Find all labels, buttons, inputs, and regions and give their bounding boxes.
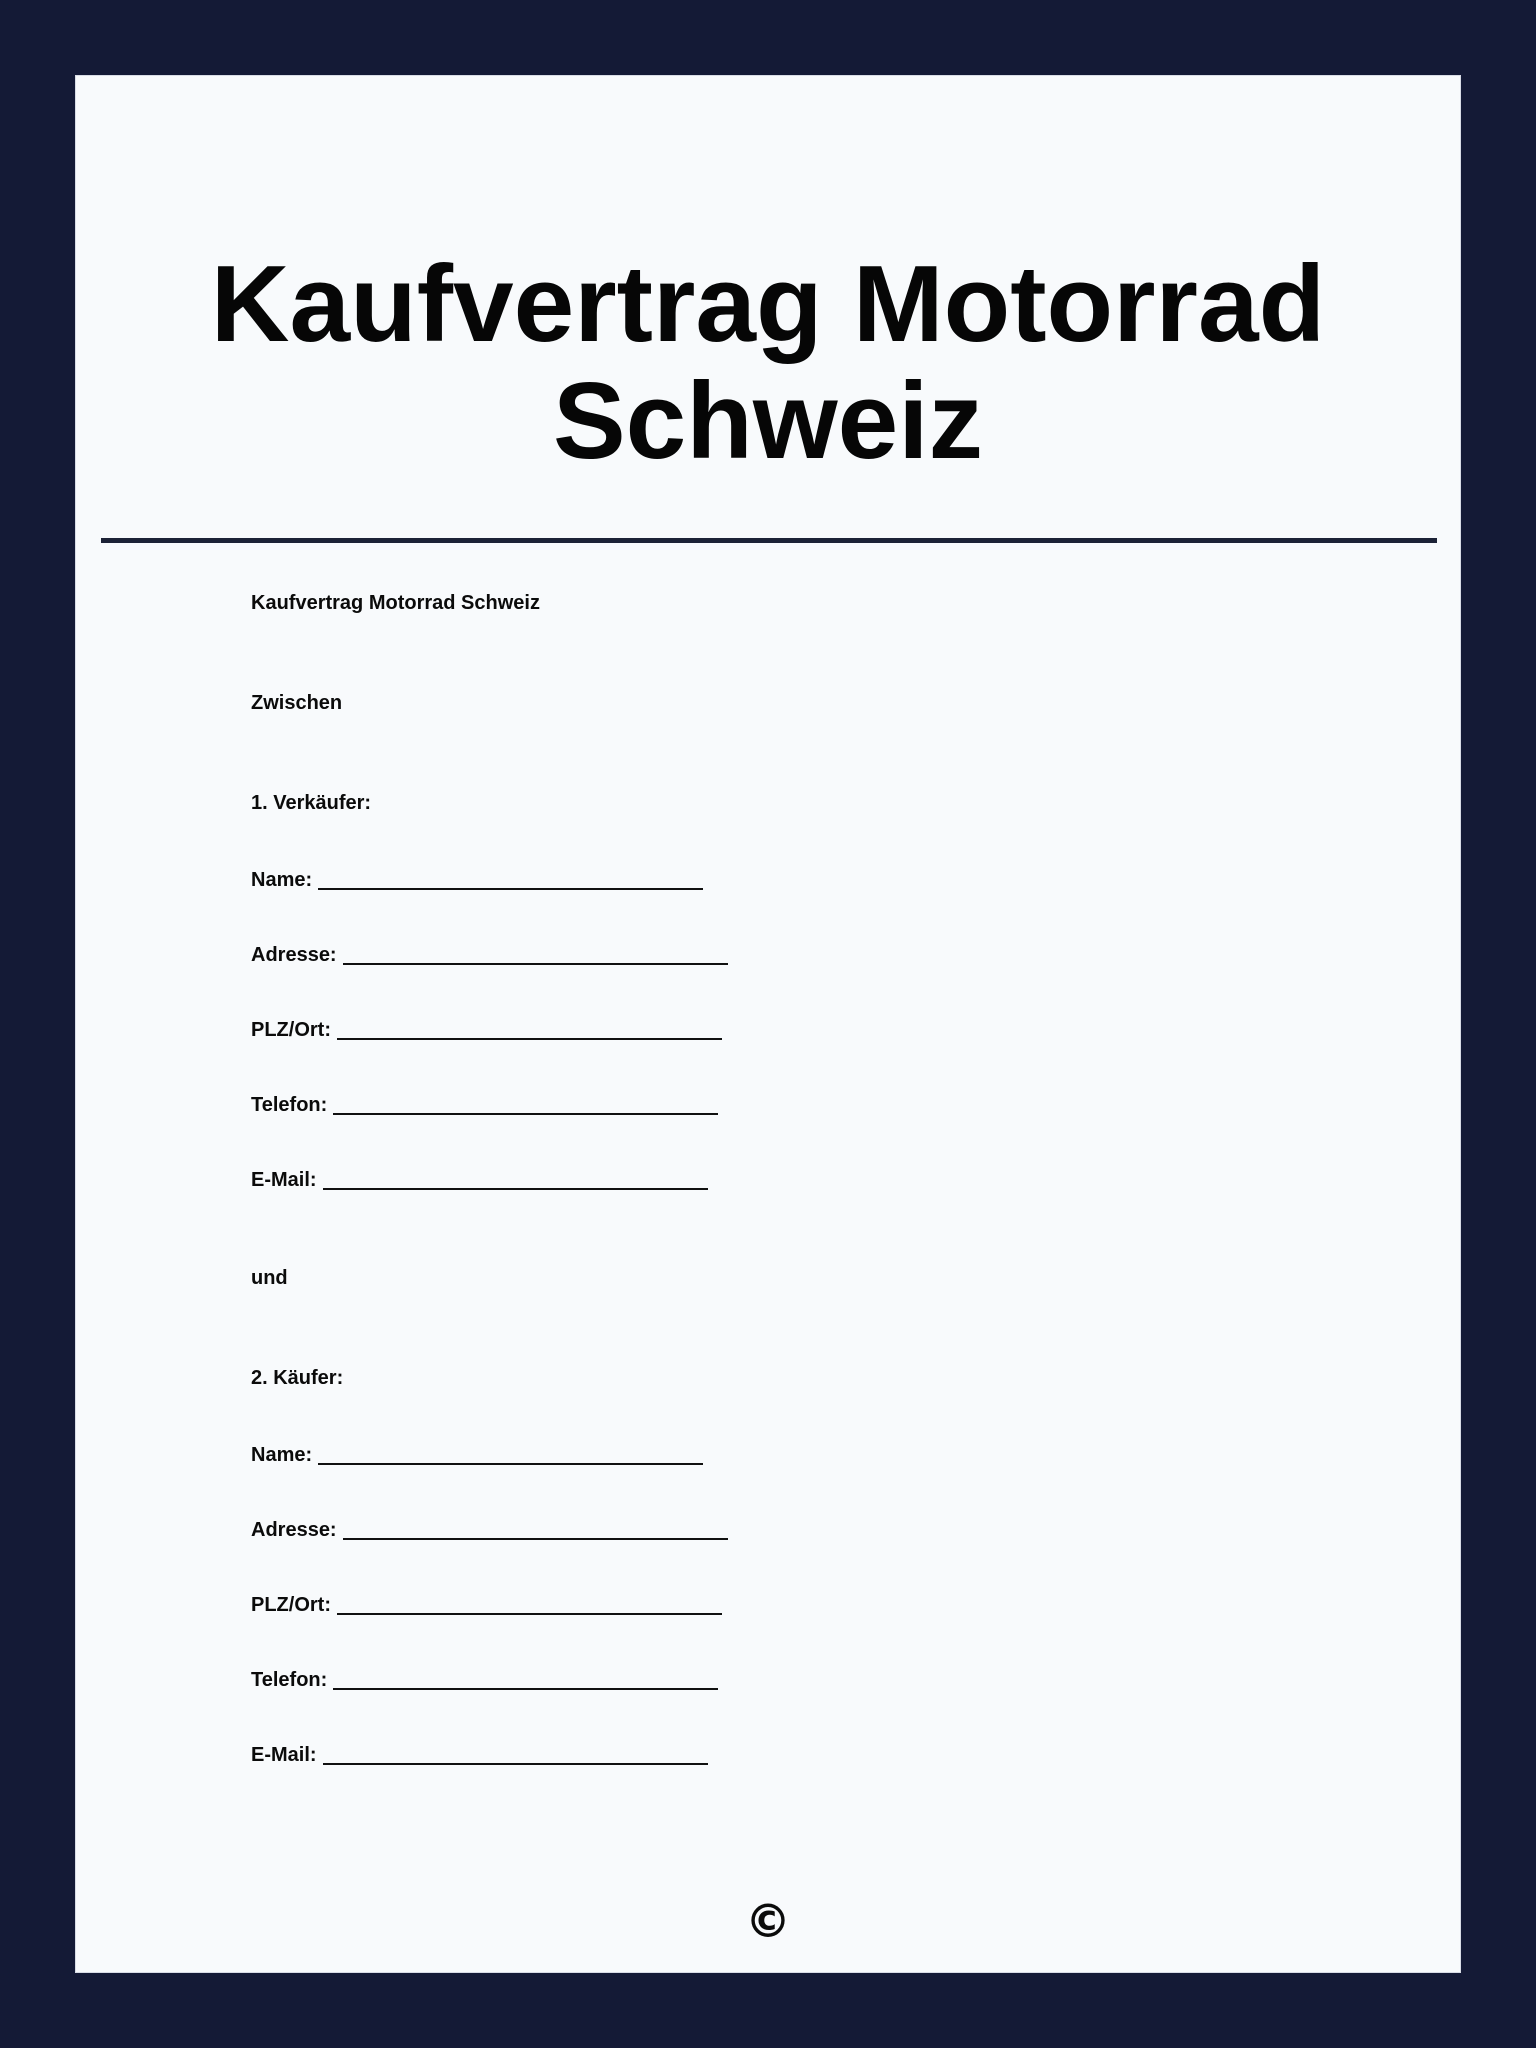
buyer-zip-city-field [251,1591,722,1617]
document-title [76,243,1460,482]
document-title-line-2: Schweiz [552,360,984,482]
between-text: Zwischen [251,692,343,714]
seller-address-blank[interactable] [343,941,728,965]
document-page [75,75,1461,1973]
seller-email-field [251,1166,708,1192]
seller-name-field [251,866,703,892]
seller-heading: 1. Verkäufer: [251,792,372,814]
and-text: und [251,1267,288,1289]
seller-email-label: E-Mail: [251,1169,317,1191]
buyer-address-label: Adresse: [251,1519,337,1541]
seller-address-field [251,941,728,967]
buyer-address-blank[interactable] [343,1516,728,1540]
buyer-heading: 2. Käufer: [251,1367,344,1389]
buyer-email-field [251,1741,708,1767]
buyer-name-label: Name: [251,1444,313,1466]
buyer-address-field [251,1516,728,1542]
seller-phone-field [251,1091,718,1117]
title-divider [101,538,1437,543]
buyer-phone-label: Telefon: [251,1669,328,1691]
document-title-line-1: Kaufvertrag Motorrad [210,243,1326,365]
seller-address-label: Adresse: [251,944,337,966]
buyer-email-label: E-Mail: [251,1744,317,1766]
seller-phone-label: Telefon: [251,1094,328,1116]
buyer-email-blank[interactable] [323,1741,708,1765]
buyer-phone-blank[interactable] [333,1666,718,1690]
seller-email-blank[interactable] [323,1166,708,1190]
buyer-name-field [251,1441,703,1467]
seller-name-blank[interactable] [318,866,703,890]
copyright-icon: © [745,1894,791,1948]
buyer-zip-city-label: PLZ/Ort: [251,1594,331,1616]
seller-zip-city-field [251,1016,722,1042]
contract-heading: Kaufvertrag Motorrad Schweiz [251,592,540,614]
buyer-phone-field [251,1666,718,1692]
seller-zip-city-blank[interactable] [337,1016,722,1040]
seller-zip-city-label: PLZ/Ort: [251,1019,331,1041]
seller-phone-blank[interactable] [333,1091,718,1115]
seller-name-label: Name: [251,869,313,891]
buyer-name-blank[interactable] [318,1441,703,1465]
buyer-zip-city-blank[interactable] [337,1591,722,1615]
